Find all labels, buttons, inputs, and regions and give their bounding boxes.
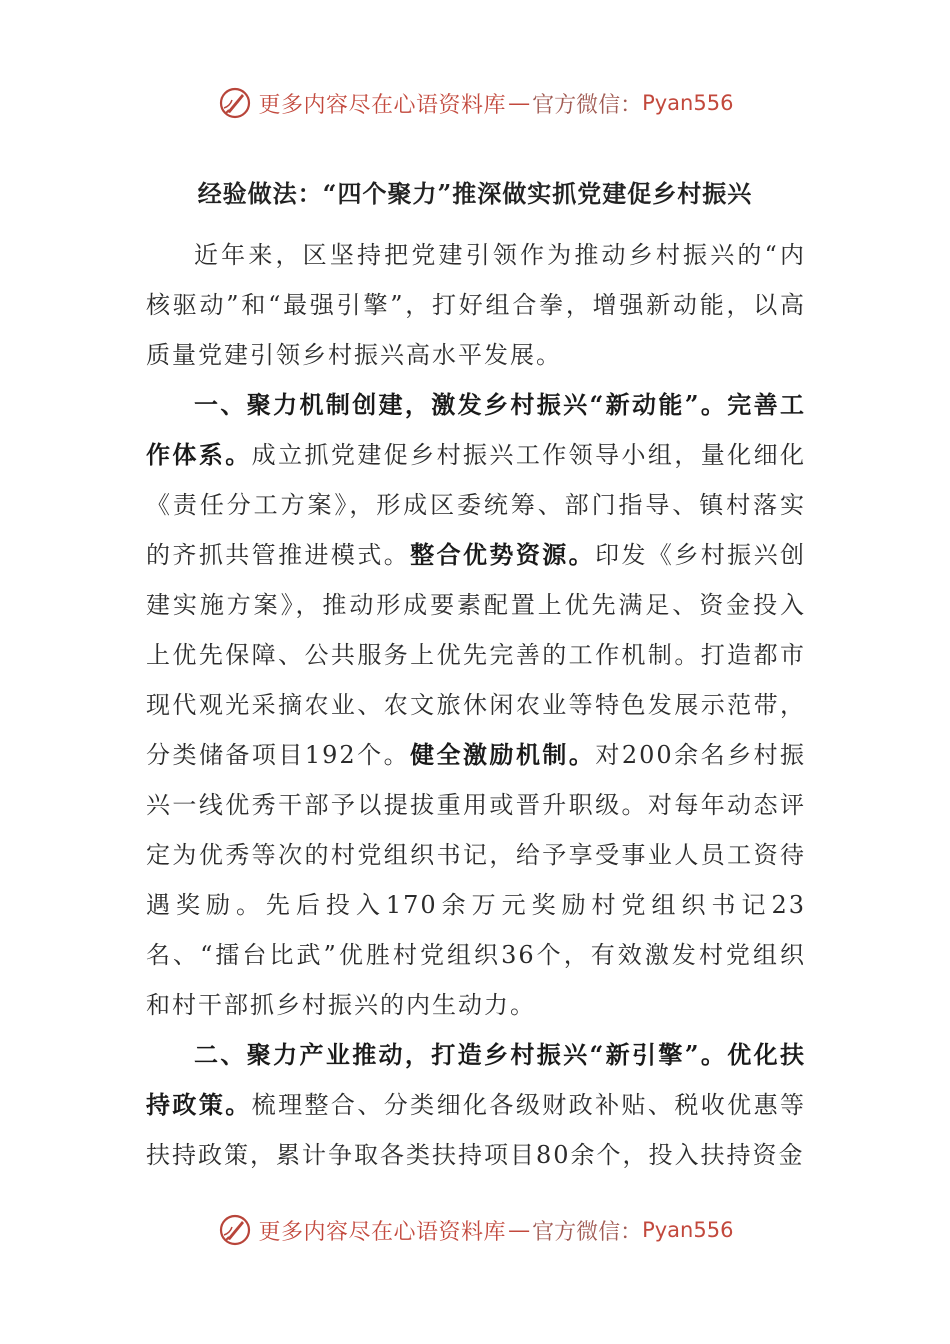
- section2-paragraph: [146, 1030, 806, 1180]
- banner-wechat-id: Pyan556: [642, 1218, 734, 1242]
- section1-text1: 成立抓党建促乡村振兴工作领导小组，量化细化《责任分工方案》，形成区委统筹、部门指导、镇村落实的齐抓共管推进模式。: [146, 441, 807, 569]
- intro-text: 近年来，区坚持把党建引领作为推动乡村振兴的“内核驱动”和“最强引擎”，打好组合拳，增强新动能，以高质量党建引领乡村振兴高水平发展。: [146, 241, 806, 369]
- banner-text: 更多内容尽在心语资料库: [258, 1219, 507, 1245]
- section1-sub3: 健全激励机制。: [410, 740, 596, 769]
- document-title: 经验做法：“四个聚力”推深做实抓党建促乡村振兴: [197, 179, 753, 208]
- section1-text2: 印发《乡村振兴创建实施方案》，推动形成要素配置上优先满足、资金投入上优先保障、公共服务上优先完善的工作机制。打造都市现代观光采摘农业、农文旅休闲农业等特色发展示范带，分类储备项目192个。: [146, 541, 807, 769]
- section2-heading: 二、聚力产业推动，打造乡村振兴“新引擎”。: [194, 1040, 728, 1069]
- footer-banner: [0, 1210, 950, 1250]
- banner-wechat-label: 官方微信：: [532, 1219, 643, 1245]
- quill-seal-icon: [217, 1212, 253, 1248]
- banner-wechat-id: Pyan556: [642, 91, 734, 115]
- section2-text1: 梳理整合、分类细化各级财政补贴、税收优惠等扶持政策，累计争取各类扶持项目80余个，投入扶持资金: [146, 1091, 807, 1169]
- banner-separator: —: [508, 90, 531, 116]
- section1-sub2: 整合优势资源。: [410, 540, 596, 569]
- section1-paragraph: [146, 380, 806, 1030]
- banner-separator: —: [508, 1217, 531, 1243]
- section1-heading: 一、聚力机制创建，激发乡村振兴“新动能”。: [194, 390, 728, 419]
- quill-seal-icon: [217, 85, 253, 121]
- document-body: [146, 230, 806, 1180]
- header-banner: [0, 83, 950, 123]
- banner-text: 更多内容尽在心语资料库: [258, 92, 507, 118]
- section2-sub1: 优化扶持政策。: [146, 1040, 807, 1119]
- section1-sub1: 完善工作体系。: [146, 390, 807, 469]
- intro-paragraph: [146, 230, 806, 380]
- banner-wechat-label: 官方微信：: [532, 92, 643, 118]
- section1-text3: 对200余名乡村振兴一线优秀干部予以提拔重用或晋升职级。对每年动态评定为优秀等次的村党组织书记，给予享受事业人员工资待遇奖励。先后投入170余万元奖励村党组织书记23名、“擂台比武”优胜村党组织36个，有效激发村党组织和村干部抓乡村振兴的内生动力。: [146, 741, 807, 1019]
